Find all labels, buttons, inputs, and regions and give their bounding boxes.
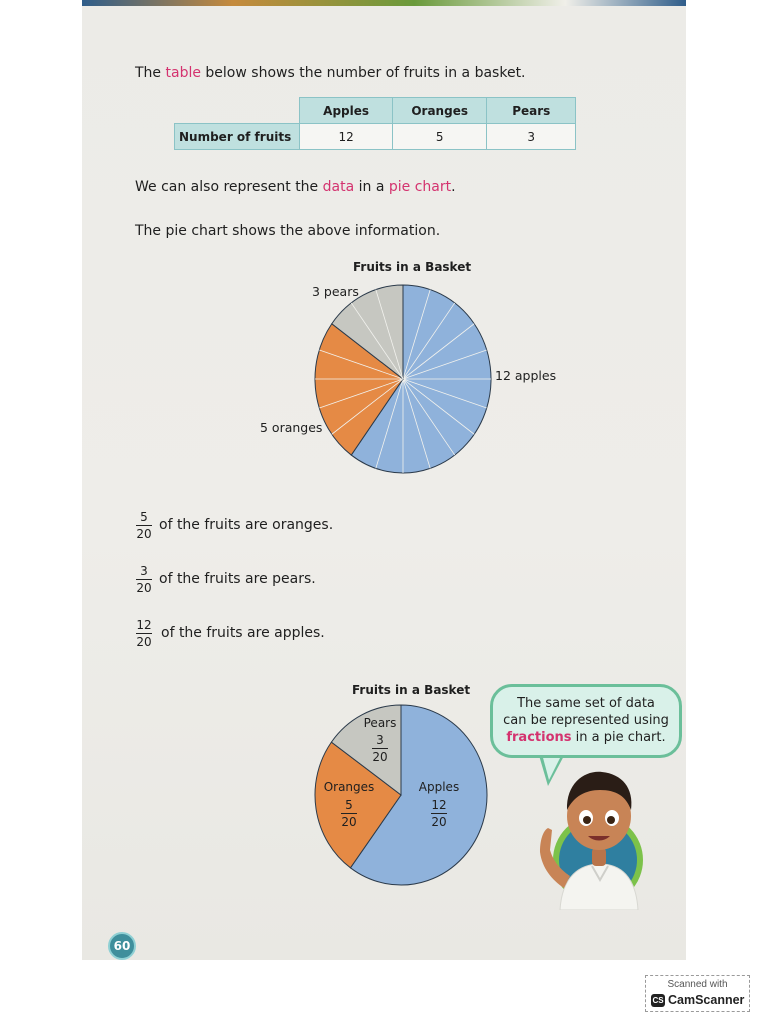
fraction-denominator: 20 xyxy=(341,815,357,829)
fraction-text: of the fruits are pears. xyxy=(159,571,316,587)
fraction-numerator: 12 xyxy=(431,798,447,812)
table-cell: 3 xyxy=(487,124,576,150)
top-image-strip xyxy=(82,0,686,6)
fraction-bar xyxy=(136,633,152,634)
page-number-badge: 60 xyxy=(108,932,136,960)
fraction-denominator: 20 xyxy=(372,750,388,764)
represent-end: . xyxy=(451,179,456,195)
fraction-bar xyxy=(136,579,152,580)
intro-before: The xyxy=(135,65,166,81)
intro-after: below shows the number of fruits in a basket. xyxy=(200,65,526,81)
fraction xyxy=(136,618,152,649)
chart2-pears-label xyxy=(358,716,402,764)
intro-highlight: table xyxy=(165,65,201,81)
stamp-line-2: CamScanner xyxy=(668,993,745,1007)
chart2-oranges-label xyxy=(320,780,378,829)
fraction xyxy=(136,564,152,595)
fraction-numerator: 5 xyxy=(345,798,353,812)
table-corner xyxy=(174,97,300,124)
table-header-row xyxy=(174,97,576,124)
fraction xyxy=(136,510,152,541)
fraction xyxy=(358,733,402,764)
table-cell: 12 xyxy=(300,124,393,150)
chart2-title: Fruits in a Basket xyxy=(352,683,471,697)
table-row-label: Number of fruits xyxy=(174,124,300,150)
table-row xyxy=(174,124,576,150)
fraction-denominator: 20 xyxy=(136,635,152,649)
fraction xyxy=(414,798,464,829)
slice-name: Oranges xyxy=(323,780,375,794)
represent-pie-word: pie chart xyxy=(388,179,452,195)
pie-intro-sentence: The pie chart shows the above information. xyxy=(135,223,441,239)
fraction-numerator: 12 xyxy=(136,618,152,632)
fraction-bar xyxy=(136,525,152,526)
slice-name: Apples xyxy=(418,780,460,794)
chart1-title: Fruits in a Basket xyxy=(353,260,472,274)
fraction xyxy=(320,798,378,829)
fraction-denominator: 20 xyxy=(431,815,447,829)
pie-chart-1 xyxy=(308,282,498,478)
speech-bubble xyxy=(490,684,682,758)
camscanner-watermark xyxy=(645,975,750,1012)
bubble-line-1: The same set of data xyxy=(517,696,655,711)
fraction-numerator: 3 xyxy=(140,564,148,578)
boy-character-illustration xyxy=(530,764,648,910)
fraction-denominator: 20 xyxy=(136,581,152,595)
slice-name: Pears xyxy=(363,716,397,730)
stamp-line-1: Scanned with xyxy=(667,979,728,990)
represent-middle: in a xyxy=(354,179,389,195)
fraction-text: of the fruits are apples. xyxy=(161,625,325,641)
table-cell: 5 xyxy=(393,124,488,150)
table-header-cell: Pears xyxy=(487,97,576,124)
represent-before: We can also represent the xyxy=(135,179,323,195)
represent-data-word: data xyxy=(322,179,355,195)
chart1-apples-label: 12 apples xyxy=(495,368,557,383)
camscanner-logo-icon: CS xyxy=(652,996,664,1005)
textbook-page xyxy=(82,0,686,960)
chart2-apples-label xyxy=(414,780,464,829)
fraction-numerator: 5 xyxy=(140,510,148,524)
fraction-bar xyxy=(372,748,388,749)
bubble-line-3 xyxy=(493,729,679,746)
bubble-line-3-rest: in a pie chart. xyxy=(571,730,666,745)
represent-sentence xyxy=(135,178,456,196)
chart1-oranges-label: 5 oranges xyxy=(260,420,323,435)
table-header-cell: Oranges xyxy=(393,97,488,124)
fraction-text: of the fruits are oranges. xyxy=(159,517,334,533)
fraction-denominator: 20 xyxy=(136,527,152,541)
intro-sentence xyxy=(135,64,526,82)
fraction-bar xyxy=(341,813,357,814)
bubble-line-2: can be represented using xyxy=(503,713,669,728)
chart1-pears-label: 3 pears xyxy=(312,284,359,299)
table-header-cell: Apples xyxy=(300,97,393,124)
fraction-bar xyxy=(431,813,447,814)
fruit-table xyxy=(174,97,576,150)
bubble-fractions-word: fractions xyxy=(506,730,572,745)
fraction-numerator: 3 xyxy=(376,733,384,747)
